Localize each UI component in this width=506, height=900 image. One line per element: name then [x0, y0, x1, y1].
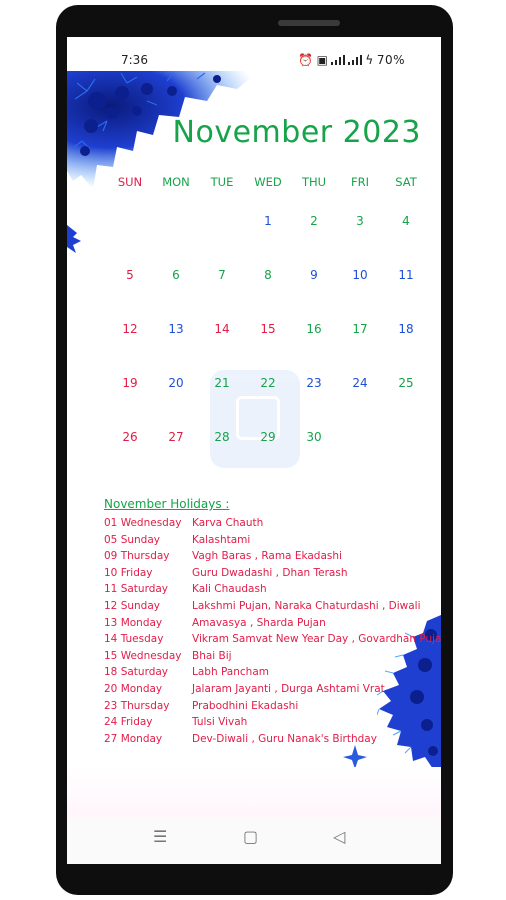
recents-button[interactable]: ☰ [153, 827, 168, 846]
holiday-name: Kalashtami [192, 533, 251, 546]
calendar-day[interactable]: 6 [172, 268, 180, 282]
holiday-date: 14 Tuesday [104, 633, 164, 646]
calendar-day[interactable]: 8 [264, 268, 272, 282]
signal-icon [348, 55, 362, 65]
back-button[interactable]: ◁ [333, 827, 346, 846]
weekday-header: WED [254, 175, 282, 189]
calendar-day[interactable]: 25 [398, 376, 414, 390]
holiday-name: Bhai Bij [192, 649, 232, 662]
holiday-name: Labh Pancham [192, 666, 269, 679]
calendar-day[interactable]: 29 [260, 430, 276, 444]
calendar-day[interactable]: 15 [260, 322, 276, 336]
calendar-day[interactable]: 3 [356, 214, 364, 228]
holiday-name: Vagh Baras , Rama Ekadashi [192, 550, 342, 563]
battery-level: 70% [376, 53, 405, 67]
calendar-day[interactable]: 24 [352, 376, 368, 390]
holiday-row [104, 565, 441, 582]
holiday-name: Jalaram Jayanti , Durga Ashtami Vrat [192, 682, 385, 695]
bottom-fade [67, 767, 441, 817]
holiday-row [104, 532, 441, 549]
holiday-name: Karva Chauth [192, 517, 264, 529]
signal-icon [331, 55, 345, 65]
calendar-day[interactable]: 5 [126, 268, 134, 282]
holiday-row [104, 664, 441, 681]
holiday-row [104, 631, 441, 648]
calendar-day[interactable]: 10 [352, 268, 368, 282]
holiday-date: 18 Saturday [104, 666, 169, 679]
calendar-day[interactable]: 7 [218, 268, 226, 282]
calendar-day[interactable]: 22 [260, 376, 276, 390]
holiday-date: 11 Saturday [104, 583, 169, 596]
holiday-row [104, 548, 441, 565]
home-button[interactable]: ▢ [243, 827, 259, 846]
holiday-name: Tulsi Vivah [192, 716, 248, 729]
holiday-row [104, 714, 441, 731]
calendar-day[interactable]: 30 [306, 430, 322, 444]
holidays-list [104, 497, 441, 747]
charging-icon: ϟ [365, 53, 374, 67]
fractal-decoration-bottom-small [343, 745, 367, 769]
calendar-day[interactable]: 26 [122, 430, 138, 444]
status-time: 7:36 [121, 53, 148, 67]
calendar-day[interactable]: 11 [398, 268, 414, 282]
holiday-row [104, 731, 441, 748]
calendar-day[interactable]: 1 [264, 214, 272, 228]
holiday-date: 12 Sunday [104, 599, 160, 612]
calendar-empty-cell [153, 191, 199, 245]
calendar-day[interactable]: 16 [306, 322, 322, 336]
holiday-name: Kali Chaudash [192, 583, 267, 596]
holiday-name: Lakshmi Pujan, Naraka Chaturdashi , Diwali [192, 599, 421, 612]
holiday-name: Amavasya , Sharda Pujan [192, 616, 326, 629]
weekday-header: THU [301, 175, 327, 189]
calendar-day[interactable]: 14 [214, 322, 230, 336]
calendar-empty-cell [337, 407, 383, 461]
holiday-date: 23 Thursday [104, 699, 170, 712]
calendar-day[interactable]: 2 [310, 214, 318, 228]
holiday-row [104, 698, 441, 715]
holiday-date: 05 Sunday [104, 533, 160, 546]
holiday-date: 09 Thursday [104, 550, 170, 563]
alarm-icon: ⏰ [298, 53, 314, 67]
holiday-row [104, 615, 441, 632]
holiday-date: 20 Monday [104, 682, 163, 695]
calendar-day[interactable]: 27 [168, 430, 184, 444]
calendar-day[interactable]: 4 [402, 214, 410, 228]
holiday-row [104, 681, 441, 698]
holiday-date: 15 Wednesday [104, 649, 182, 662]
weekday-header: MON [162, 175, 190, 189]
calendar-day[interactable]: 28 [214, 430, 230, 444]
weekday-header: FRI [351, 175, 369, 189]
holiday-date: 01 Wednesday [104, 517, 182, 529]
holiday-name: Dev-Diwali , Guru Nanak's Birthday [192, 732, 377, 745]
holiday-row [104, 515, 441, 532]
status-icons [298, 53, 405, 67]
status-bar [67, 37, 441, 73]
calendar-empty-cell [199, 191, 245, 245]
calendar-day[interactable]: 13 [168, 322, 184, 336]
holidays-heading: November Holidays : [104, 497, 230, 511]
calendar-day[interactable]: 19 [122, 376, 138, 390]
holiday-date: 27 Monday [104, 732, 163, 745]
calendar-day[interactable]: 9 [310, 268, 318, 282]
holiday-row [104, 598, 441, 615]
calendar-day[interactable]: 18 [398, 322, 414, 336]
navigation-bar [67, 817, 441, 864]
vibrate-icon: ▣ [316, 53, 329, 67]
holiday-date: 24 Friday [104, 716, 153, 729]
speaker-grille [278, 20, 340, 26]
weekday-header: TUE [210, 175, 234, 189]
weekday-header: SUN [117, 175, 143, 189]
calendar-day[interactable]: 20 [168, 376, 184, 390]
fractal-decoration-left-edge [67, 225, 81, 253]
holiday-name: Guru Dwadashi , Dhan Terash [192, 566, 348, 579]
calendar-day[interactable]: 23 [306, 376, 322, 390]
weekday-header: SAT [395, 175, 417, 189]
holiday-date: 13 Monday [104, 616, 163, 629]
calendar-title: November 2023 [172, 115, 421, 150]
holiday-row [104, 581, 441, 598]
calendar-grid [107, 173, 439, 461]
calendar-empty-cell [383, 407, 429, 461]
calendar-day[interactable]: 12 [122, 322, 138, 336]
calendar-day[interactable]: 17 [352, 322, 368, 336]
calendar-day[interactable]: 21 [214, 376, 230, 390]
holiday-date: 10 Friday [104, 566, 153, 579]
screen [67, 37, 441, 864]
holiday-name: Prabodhini Ekadashi [192, 699, 299, 712]
holiday-row [104, 648, 441, 665]
calendar-empty-cell [107, 191, 153, 245]
holiday-name: Vikram Samvat New Year Day , Govardhan Puja [192, 633, 441, 646]
